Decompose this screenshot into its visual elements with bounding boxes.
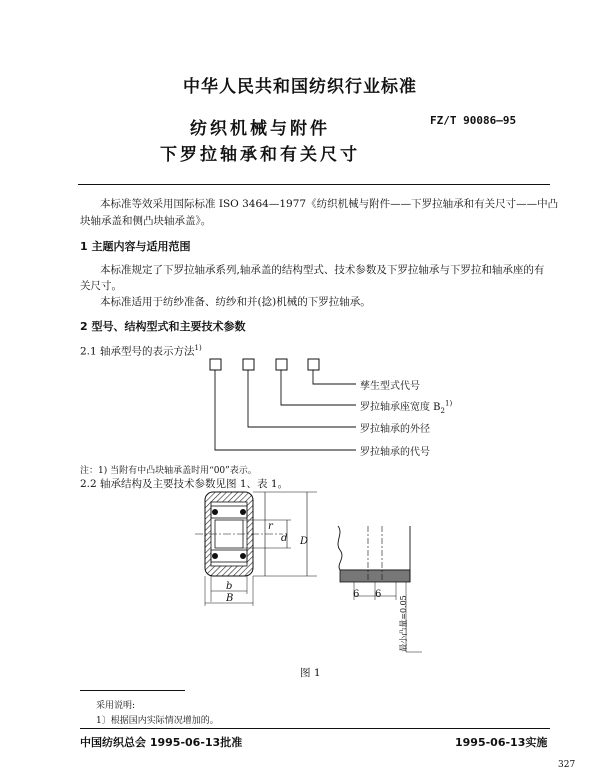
footer-rule [80, 728, 550, 729]
intro-line2: 块轴承盖和侧凸块轴承盖》。 [80, 215, 212, 227]
footer-approve: 中国纺织总会 1995-06-13批准 [80, 736, 243, 749]
footnote-rule [80, 690, 185, 691]
dim-D: D [300, 536, 309, 547]
section2-1-heading [80, 340, 202, 361]
section2-1-text: 2.1 轴承型号的表示方法 [80, 345, 195, 358]
intro-line1: 本标准等效采用国际标准 ISO 3464—1977《纺织机械与附件——下罗拉轴承和有关尺寸——中凸 [100, 198, 559, 210]
code-box-1 [210, 359, 221, 370]
dim-six-right: 6 [375, 589, 382, 600]
dim-r: r [268, 521, 273, 532]
bearing-section-drawing [185, 488, 325, 608]
section1-p2: 本标准适用于纺纱准备、纺纱和并(捻)机械的下罗拉轴承。 [100, 296, 371, 308]
dim-d: d [281, 533, 288, 544]
org-standard-title: 中华人民共和国纺织行业标准 [183, 77, 417, 97]
code-box-3 [276, 359, 287, 370]
dim-six-left: 6 [353, 589, 360, 600]
section2-2-heading: 2.2 轴承结构及主要技术参数见图 1、表 1。 [80, 478, 289, 490]
code-label-seat-width [360, 398, 452, 415]
section1-p1-line2: 关尺寸。 [80, 280, 122, 292]
doc-title-line2: 下罗拉轴承和有关尺寸 [160, 145, 360, 165]
footnote-text: 1〕根据国内实际情况增加的。 [96, 716, 219, 726]
min-bulge-label: 最小凸量=0.05 [398, 595, 408, 652]
dim-B: B [226, 593, 234, 604]
page-number: 327 [558, 760, 576, 770]
code-label-derived-type: 孳生型式代号 [360, 381, 420, 392]
doc-title-line1: 纺织机械与附件 [190, 119, 330, 139]
standard-number: FZ/T 90086—95 [430, 114, 517, 127]
dim-b: b [226, 581, 233, 592]
code-label-b-sup: 1) [445, 399, 453, 408]
header-rule [78, 184, 550, 185]
code-note: 注：1) 当附有中凸块轴承盖时用“00”表示。 [80, 466, 257, 476]
code-box-2 [243, 359, 254, 370]
section2-heading: 2 型号、结构型式和主要技术参数 [80, 320, 246, 333]
code-label-code: 罗拉轴承的代号 [360, 447, 430, 458]
code-label-seat-width-text: 罗拉轴承座宽度 B [360, 402, 441, 413]
code-label-b-sub: 2 [440, 407, 445, 415]
section1-heading: 1 主题内容与适用范围 [80, 240, 191, 253]
code-label-outer-diameter: 罗拉轴承的外径 [360, 424, 430, 435]
section1-p1-line1: 本标准规定了下罗拉轴承系列,轴承盖的结构型式、技术参数及下罗拉轴承与下罗拉和轴承座的有 [100, 264, 545, 276]
footer-implement: 1995-06-13实施 [455, 736, 548, 749]
code-box-4 [308, 359, 319, 370]
figure-caption: 图 1 [300, 667, 321, 679]
footnote-label: 采用说明: [96, 701, 136, 711]
section2-1-sup: 1) [194, 344, 202, 352]
